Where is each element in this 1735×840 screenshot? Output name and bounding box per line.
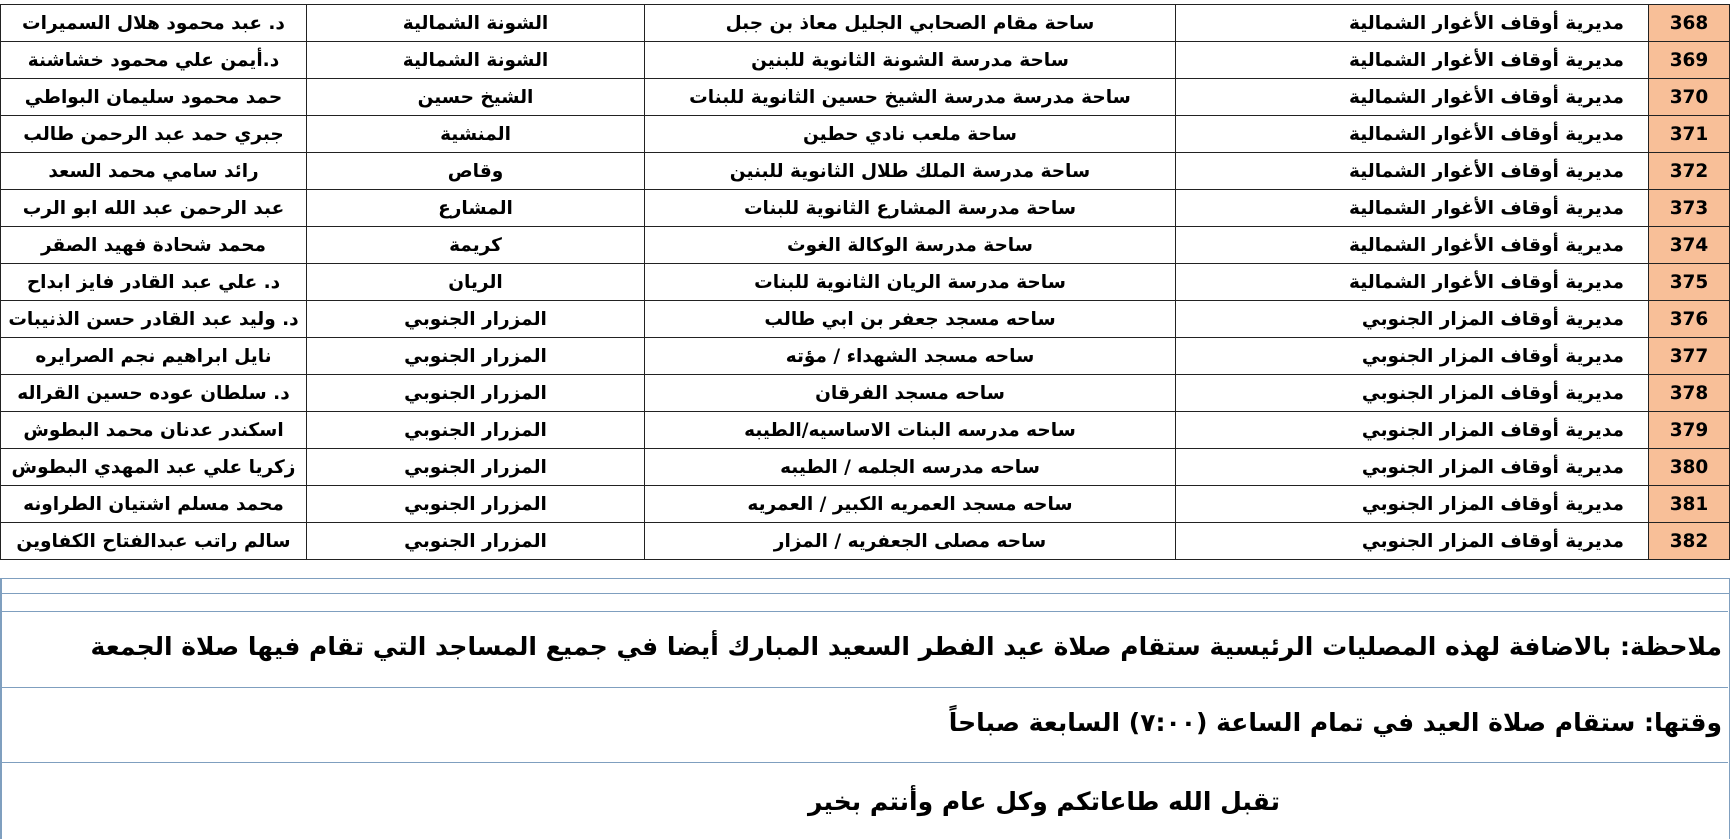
imam-cell: اسكندر عدنان محمد البطوش	[1, 412, 307, 449]
area-cell: المزرار الجنوبي	[307, 523, 645, 560]
row-number-cell: 375	[1649, 264, 1730, 301]
prayer-locations-table	[0, 4, 1730, 560]
area-cell: المشارع	[307, 190, 645, 227]
imam-cell: نايل ابراهيم نجم الصرايره	[1, 338, 307, 375]
imam-cell: د. وليد عبد القادر حسن الذنيبات	[1, 301, 307, 338]
table-row	[1, 153, 1730, 190]
row-number-cell: 368	[1649, 5, 1730, 42]
directorate-cell: مديرية أوقاف الأغوار الشمالية	[1176, 190, 1649, 227]
row-number-cell: 377	[1649, 338, 1730, 375]
table-row	[1, 79, 1730, 116]
empty-row	[0, 593, 1730, 608]
directorate-cell: مديرية أوقاف الأغوار الشمالية	[1176, 5, 1649, 42]
table-row	[1, 375, 1730, 412]
note-row	[0, 611, 1728, 688]
table-row	[1, 338, 1730, 375]
prayer-place-cell: ساحه مصلى الجعفريه / المزار	[645, 523, 1176, 560]
area-cell: وقاص	[307, 153, 645, 190]
row-number-cell: 376	[1649, 301, 1730, 338]
area-cell: كريمة	[307, 227, 645, 264]
table-row	[1, 301, 1730, 338]
area-cell: المزرار الجنوبي	[307, 375, 645, 412]
area-cell: المزرار الجنوبي	[307, 338, 645, 375]
area-cell: المزرار الجنوبي	[307, 486, 645, 523]
table-row	[1, 486, 1730, 523]
imam-cell: د.أيمن علي محمود خشاشنة	[1, 42, 307, 79]
area-cell: المزرار الجنوبي	[307, 301, 645, 338]
directorate-cell: مديرية أوقاف المزار الجنوبي	[1176, 338, 1649, 375]
greeting-row	[0, 762, 1728, 840]
directorate-cell: مديرية أوقاف الأغوار الشمالية	[1176, 153, 1649, 190]
prayer-place-cell: ساحة مدرسة الريان الثانوية للبنات	[645, 264, 1176, 301]
prayer-place-cell: ساحه مدرسه الجلمه / الطيبه	[645, 449, 1176, 486]
prayer-place-cell: ساحه مسجد جعفر بن ابي طالب	[645, 301, 1176, 338]
prayer-place-cell: ساحه مدرسه البنات الاساسيه/الطيبه	[645, 412, 1176, 449]
imam-cell: جبري حمد عبد الرحمن طالب	[1, 116, 307, 153]
table-row	[1, 412, 1730, 449]
table-row	[1, 116, 1730, 153]
prayer-time-row	[0, 687, 1728, 763]
row-number-cell: 382	[1649, 523, 1730, 560]
area-cell: الريان	[307, 264, 645, 301]
imam-cell: عبد الرحمن عبد الله ابو الرب	[1, 190, 307, 227]
table-row	[1, 5, 1730, 42]
directorate-cell: مديرية أوقاف الأغوار الشمالية	[1176, 79, 1649, 116]
directorate-cell: مديرية أوقاف المزار الجنوبي	[1176, 412, 1649, 449]
frame-border-right	[1729, 578, 1731, 839]
directorate-cell: مديرية أوقاف الأغوار الشمالية	[1176, 227, 1649, 264]
row-number-cell: 370	[1649, 79, 1730, 116]
prayer-place-cell: ساحة مدرسة الملك طلال الثانوية للبنين	[645, 153, 1176, 190]
imam-cell: محمد شحادة فهيد الصقر	[1, 227, 307, 264]
area-cell: الشيخ حسين	[307, 79, 645, 116]
imam-cell: د. علي عبد القادر فايز ابداح	[1, 264, 307, 301]
prayer-place-cell: ساحه مسجد الشهداء / مؤته	[645, 338, 1176, 375]
area-cell: المزرار الجنوبي	[307, 412, 645, 449]
prayer-place-cell: ساحة مدرسة المشارع الثانوية للبنات	[645, 190, 1176, 227]
directorate-cell: مديرية أوقاف المزار الجنوبي	[1176, 301, 1649, 338]
row-number-cell: 369	[1649, 42, 1730, 79]
row-number-cell: 380	[1649, 449, 1730, 486]
prayer-place-cell: ساحه مسجد العمريه الكبير / العمريه	[645, 486, 1176, 523]
row-number-cell: 371	[1649, 116, 1730, 153]
imam-cell: د. عبد محمود هلال السميرات	[1, 5, 307, 42]
prayer-time-text: وقتها: ستقام صلاة العيد في تمام الساعة (٧:٠٠) السابعة صباحاً	[948, 708, 1722, 737]
prayer-place-cell: ساحة مدرسة الشونة الثانوية للبنين	[645, 42, 1176, 79]
table-row	[1, 42, 1730, 79]
imam-cell: محمد مسلم اشتيان الطراونه	[1, 486, 307, 523]
row-number-cell: 379	[1649, 412, 1730, 449]
prayer-place-cell: ساحة ملعب نادي حطين	[645, 116, 1176, 153]
directorate-cell: مديرية أوقاف المزار الجنوبي	[1176, 375, 1649, 412]
imam-cell: زكريا علي عبد المهدي البطوش	[1, 449, 307, 486]
table-row	[1, 523, 1730, 560]
area-cell: المزرار الجنوبي	[307, 449, 645, 486]
prayer-place-cell: ساحة مدرسة مدرسة الشيخ حسين الثانوية للبنات	[645, 79, 1176, 116]
frame-border-left	[0, 578, 2, 839]
area-cell: الشونة الشمالية	[307, 5, 645, 42]
row-number-cell: 378	[1649, 375, 1730, 412]
greeting-text: تقبل الله طاعاتكم وكل عام وأنتم بخير	[807, 787, 1280, 816]
imam-cell: د. سلطان عوده حسين القراله	[1, 375, 307, 412]
imam-cell: رائد سامي محمد السعد	[1, 153, 307, 190]
table-body	[1, 5, 1730, 560]
prayer-place-cell: ساحه مسجد الفرقان	[645, 375, 1176, 412]
row-number-cell: 373	[1649, 190, 1730, 227]
table-row	[1, 190, 1730, 227]
empty-spacer-rows	[0, 578, 1730, 608]
row-number-cell: 372	[1649, 153, 1730, 190]
area-cell: الشونة الشمالية	[307, 42, 645, 79]
directorate-cell: مديرية أوقاف المزار الجنوبي	[1176, 449, 1649, 486]
directorate-cell: مديرية أوقاف المزار الجنوبي	[1176, 486, 1649, 523]
table-row	[1, 227, 1730, 264]
directorate-cell: مديرية أوقاف الأغوار الشمالية	[1176, 42, 1649, 79]
note-text: ملاحظة: بالاضافة لهذه المصليات الرئيسية ستقام صلاة عيد الفطر السعيد المبارك أيضا في جميع المساجد التي تقام فيها صلاة الجمعة	[90, 632, 1722, 661]
table-row	[1, 449, 1730, 486]
directorate-cell: مديرية أوقاف الأغوار الشمالية	[1176, 116, 1649, 153]
empty-row	[0, 578, 1730, 593]
directorate-cell: مديرية أوقاف الأغوار الشمالية	[1176, 264, 1649, 301]
imam-cell: سالم راتب عبدالفتاح الكفاوين	[1, 523, 307, 560]
row-number-cell: 381	[1649, 486, 1730, 523]
prayer-place-cell: ساحة مدرسة الوكالة الغوث	[645, 227, 1176, 264]
row-number-cell: 374	[1649, 227, 1730, 264]
prayer-place-cell: ساحة مقام الصحابي الجليل معاذ بن جبل	[645, 5, 1176, 42]
imam-cell: حمد محمود سليمان البواطي	[1, 79, 307, 116]
directorate-cell: مديرية أوقاف المزار الجنوبي	[1176, 523, 1649, 560]
table-row	[1, 264, 1730, 301]
area-cell: المنشية	[307, 116, 645, 153]
